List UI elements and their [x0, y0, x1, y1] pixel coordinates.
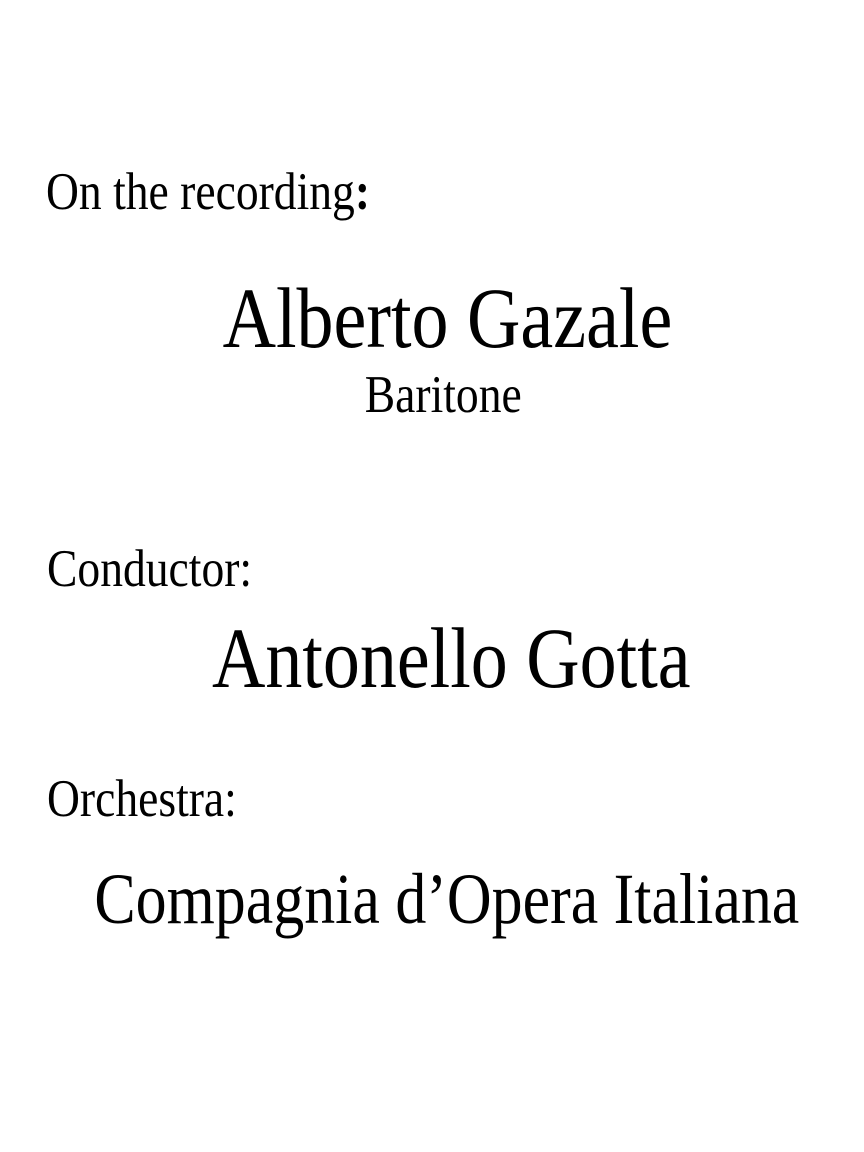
artist-name-text: Alberto Gazale [222, 270, 672, 366]
orchestra-label-text: Orchestra: [47, 770, 237, 828]
voice-type-text: Baritone [364, 366, 522, 424]
orchestra-name-text: Compagnia d’Opera Italiana [94, 859, 800, 939]
conductor-name [0, 610, 864, 706]
recording-label-text: On the recording [46, 163, 355, 221]
orchestra-name [0, 859, 864, 939]
recording-label-colon: : [354, 163, 371, 221]
conductor-name-text: Antonello Gotta [211, 610, 691, 706]
conductor-label-text: Conductor: [47, 540, 253, 598]
artist-name [0, 270, 864, 366]
voice-type [0, 366, 864, 424]
recording-label [46, 163, 423, 221]
conductor-label [47, 540, 285, 598]
orchestra-label [47, 770, 268, 828]
